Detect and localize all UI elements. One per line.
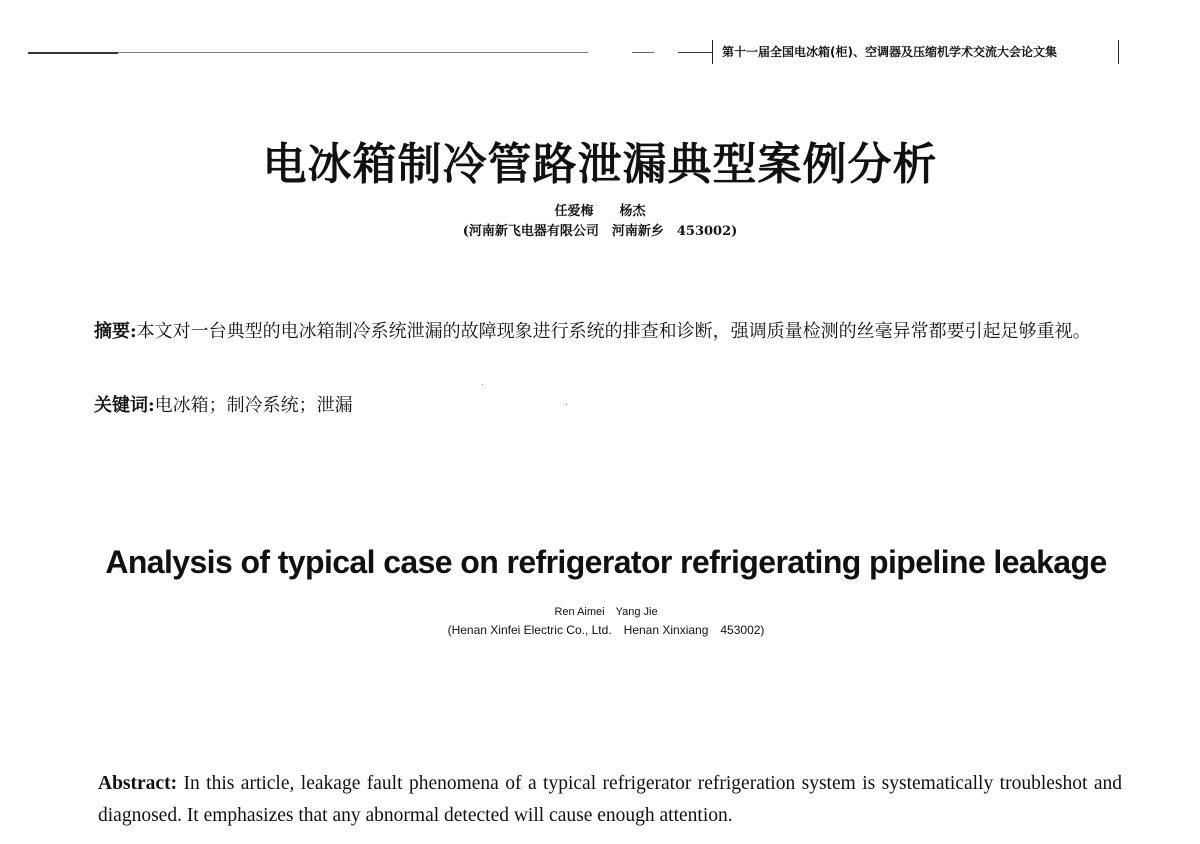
header-rule-dash <box>678 52 712 53</box>
abstract-cn <box>94 316 1124 348</box>
scan-speck <box>566 404 567 405</box>
abstract-en <box>98 768 1122 832</box>
running-head: 第十一届全国电冰箱(柜)、空调器及压缩机学术交流大会论文集 <box>722 45 1057 59</box>
header-rule-left <box>28 52 118 54</box>
authors-cn: 任爱梅 杨杰 <box>554 204 646 219</box>
abstract-label-en: Abstract: <box>98 773 178 794</box>
paper-title-en: Analysis of typical case on refrigerator refrigerating pipeline leakage <box>105 544 1107 580</box>
affiliation-cn: (河南新飞电器有限公司 河南新乡 453002) <box>462 224 738 239</box>
keywords-cn <box>94 392 1124 420</box>
scan-speck <box>482 384 483 385</box>
affiliation-en: (Henan Xinfei Electric Co., Ltd. Henan Xinxiang 453002) <box>447 623 765 637</box>
header-rule-dash <box>632 52 654 53</box>
keywords-text-cn: 电冰箱；制冷系统；泄漏 <box>154 395 353 416</box>
keywords-label-cn: 关键词: <box>94 395 155 416</box>
authors-en: Ren Aimei Yang Jie <box>554 606 658 618</box>
header-rule-tick <box>712 40 713 64</box>
header-rule-mid <box>118 52 588 53</box>
header-rule-tick <box>1118 40 1119 64</box>
abstract-label-cn: 摘要: <box>94 321 137 342</box>
abstract-text-en: In this article, leakage fault phenomena of a typical refrigerator refrigeration system is systematically troubleshot and diagnosed. It emphasizes that any abnormal detected will cause enough attention. <box>98 773 1122 826</box>
abstract-text-cn: 本文对一台典型的电冰箱制冷系统泄漏的故障现象进行系统的排查和诊断，强调质量检测的丝毫异常都要引起足够重视。 <box>136 321 1091 342</box>
paper-title-cn: 电冰箱制冷管路泄漏典型案例分析 <box>262 139 938 190</box>
